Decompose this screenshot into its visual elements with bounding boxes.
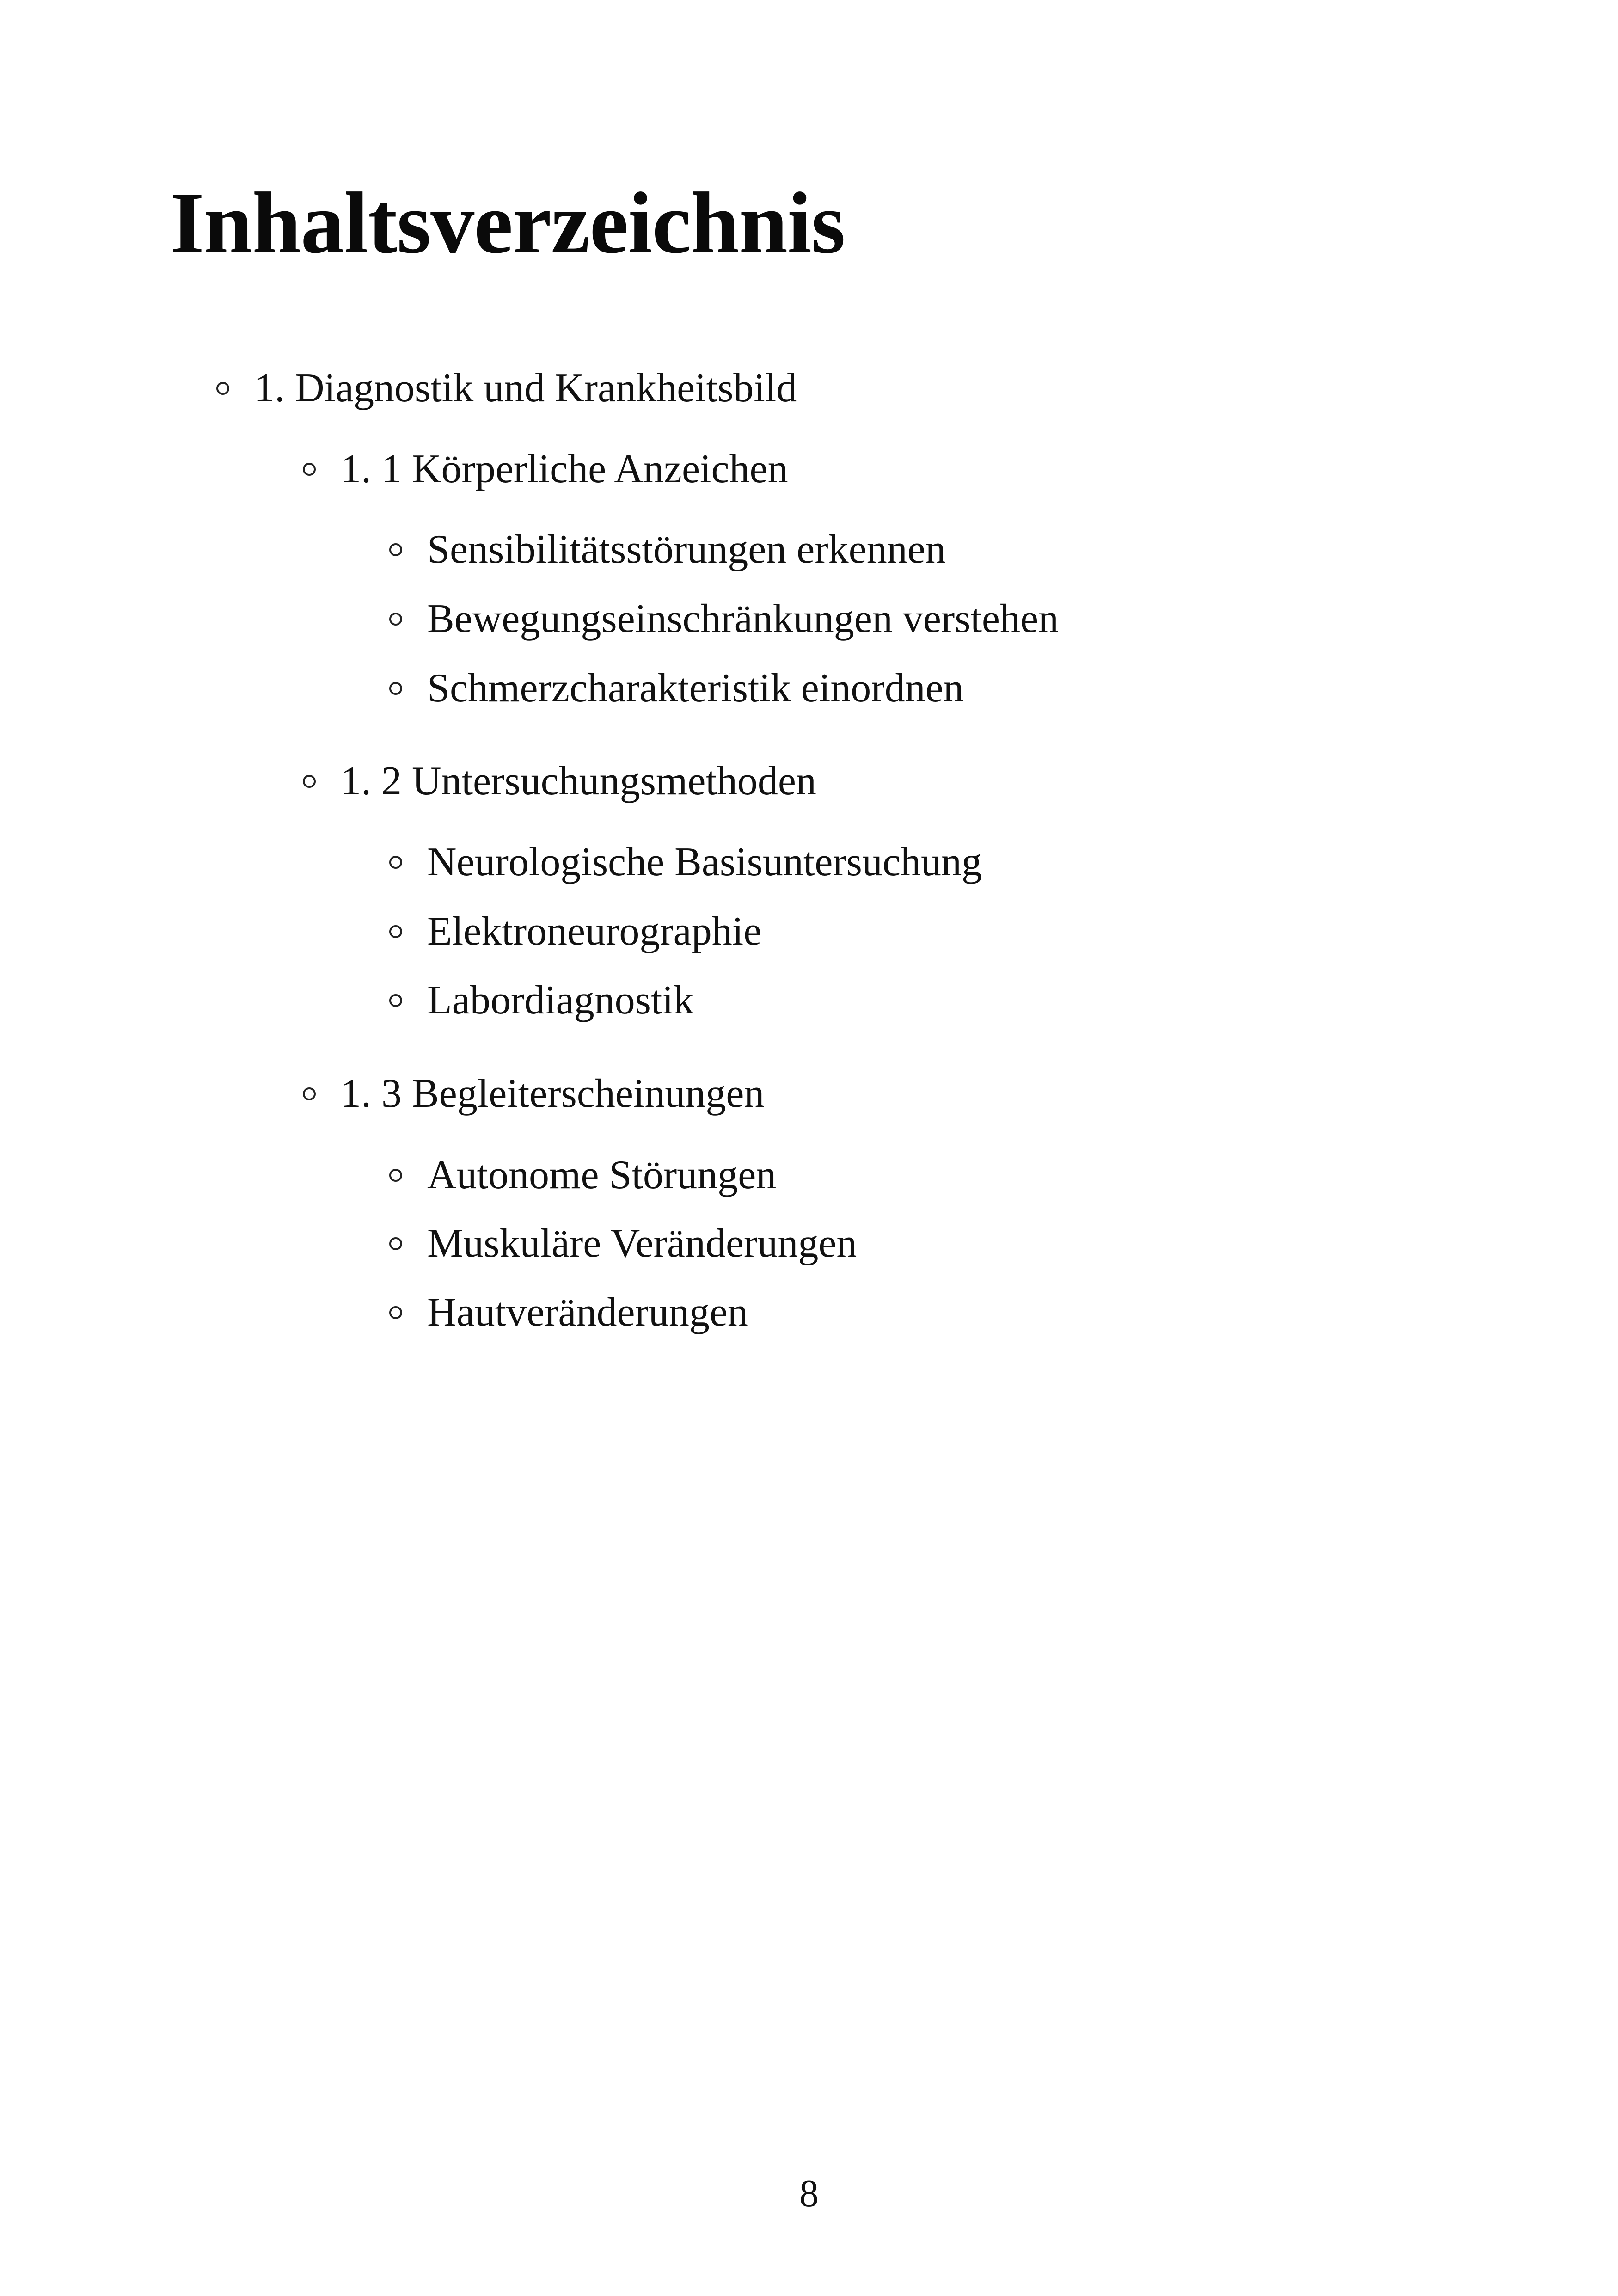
hollow-circle-icon bbox=[389, 543, 402, 556]
toc-entry-item[interactable] bbox=[389, 594, 1059, 645]
toc-entry-label: Muskuläre Veränderungen bbox=[427, 1221, 857, 1266]
toc-entry-item[interactable] bbox=[389, 837, 982, 888]
hollow-circle-icon bbox=[303, 1087, 316, 1100]
hollow-circle-icon bbox=[389, 856, 402, 869]
hollow-circle-icon bbox=[389, 994, 402, 1007]
toc-entry-section-1-2[interactable] bbox=[303, 756, 816, 807]
page-title: Inhaltsverzeichnis bbox=[170, 175, 845, 272]
toc-entry-label: 1. 2 Untersuchungsmethoden bbox=[341, 759, 816, 804]
hollow-circle-icon bbox=[389, 1306, 402, 1319]
toc-entry-item[interactable] bbox=[389, 1218, 857, 1269]
toc-entry-label: 1. Diagnostik und Krankheitsbild bbox=[254, 366, 797, 411]
hollow-circle-icon bbox=[389, 613, 402, 626]
toc-entry-label: Autonome Störungen bbox=[427, 1153, 777, 1197]
hollow-circle-icon bbox=[389, 1169, 402, 1182]
hollow-circle-icon bbox=[389, 925, 402, 938]
toc-entry-label: Labordiagnostik bbox=[427, 978, 694, 1023]
toc-entry-label: Elektroneurographie bbox=[427, 909, 762, 954]
hollow-circle-icon bbox=[389, 1237, 402, 1250]
hollow-circle-icon bbox=[303, 775, 316, 788]
toc-entry-label: Hautveränderungen bbox=[427, 1290, 748, 1335]
hollow-circle-icon bbox=[303, 463, 316, 476]
toc-entry-item[interactable] bbox=[389, 906, 761, 957]
toc-entry-label: 1. 3 Begleiterscheinungen bbox=[341, 1071, 765, 1116]
toc-entry-item[interactable] bbox=[389, 524, 946, 575]
toc-entry-label: Bewegungseinschränkungen verstehen bbox=[427, 596, 1059, 641]
toc-entry-section-1-1[interactable] bbox=[303, 444, 788, 495]
hollow-circle-icon bbox=[389, 682, 402, 695]
toc-entry-item[interactable] bbox=[389, 1287, 748, 1338]
page-number: 8 bbox=[799, 2172, 819, 2215]
toc-entry-label: Sensibilitätsstörungen erkennen bbox=[427, 527, 946, 572]
hollow-circle-icon bbox=[216, 382, 229, 395]
toc-entry-label: Neurologische Basisuntersuchung bbox=[427, 840, 982, 884]
toc-entry-item[interactable] bbox=[389, 1150, 776, 1201]
toc-entry-item[interactable] bbox=[389, 663, 964, 714]
toc-entry-label: 1. 1 Körperliche Anzeichen bbox=[341, 447, 788, 491]
toc-entry-label: Schmerzcharakteristik einordnen bbox=[427, 666, 964, 711]
toc-entry-item[interactable] bbox=[389, 975, 694, 1026]
toc-entry-section-1-3[interactable] bbox=[303, 1068, 764, 1119]
toc-entry-chapter-1[interactable] bbox=[216, 363, 797, 414]
